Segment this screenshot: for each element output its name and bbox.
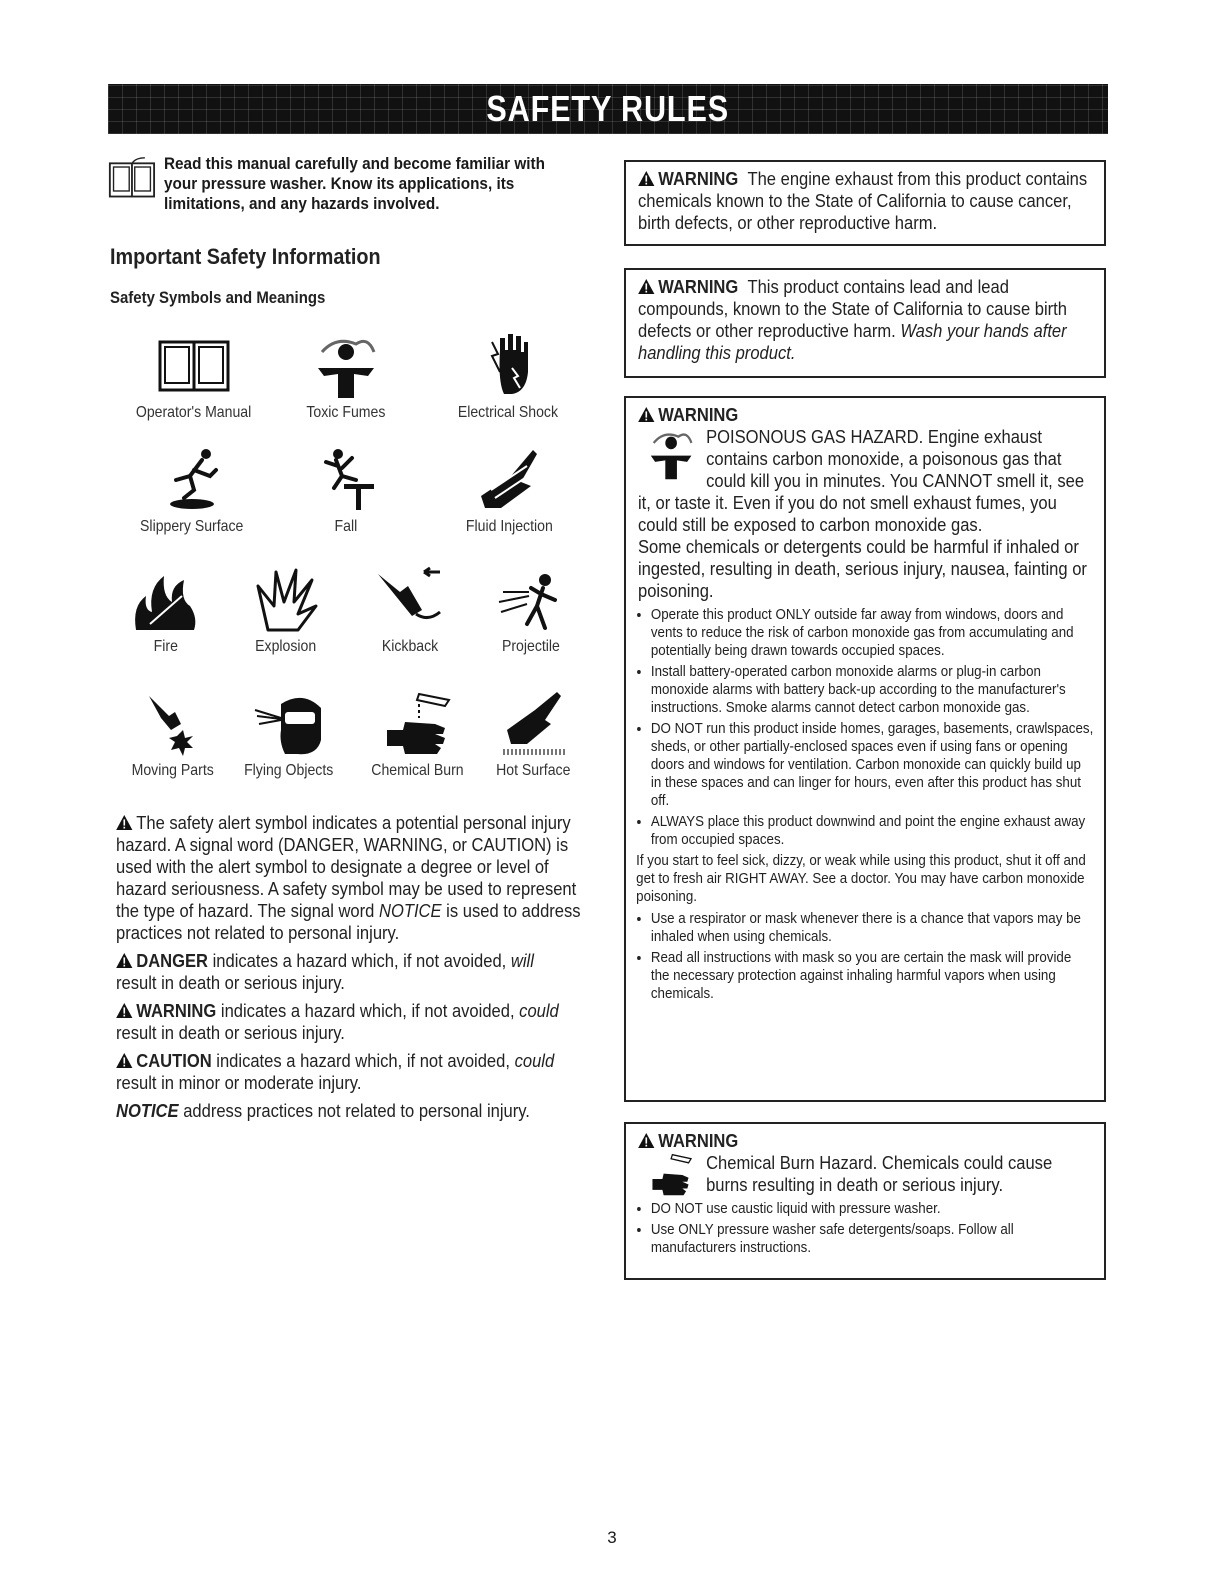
alert-triangle-icon (638, 407, 655, 422)
list-item: • Read all instructions with mask so you are certain the mask will provide the necessary protection against inhaling harmful vapors when using chemicals. (651, 949, 1094, 1003)
hot-surface-icon (495, 690, 571, 758)
symbol-label: Fire (153, 638, 179, 655)
list-item: • DO NOT use caustic liquid with pressure washer. (651, 1200, 1094, 1218)
kickback-icon (372, 566, 448, 634)
signal-word: WARNING (658, 1131, 739, 1151)
alert-triangle-icon (116, 815, 133, 830)
danger-text-b: result in death or serious injury. (116, 973, 345, 993)
symbol-hot-surface (478, 690, 588, 780)
warning-definition (116, 1000, 585, 1044)
warning-emphasis: Wash your hands after handling this product. (638, 321, 1067, 363)
signal-word-definitions (116, 812, 592, 1128)
list-item: • Use ONLY pressure washer safe detergents/soaps. Follow all manufacturers instructions. (651, 1221, 1094, 1257)
notice-definition (116, 1100, 585, 1122)
symbol-label: Kickback (381, 638, 439, 655)
alert-symbol-paragraph (116, 812, 585, 944)
notice-word: NOTICE (378, 901, 442, 921)
list-item: • ALWAYS place this product downwind and point the engine exhaust away from occupied spaces. (651, 813, 1094, 849)
caution-text-a: indicates a hazard which, if not avoided, (216, 1051, 510, 1071)
chemical-burn-icon (379, 690, 455, 758)
warning-emphasis: could (519, 1001, 559, 1021)
symbol-operators-manual (136, 332, 252, 422)
symbol-slippery-surface (137, 446, 247, 536)
warning-box-chemical-burn (624, 1122, 1106, 1280)
caution-definition (116, 1050, 585, 1094)
symbol-kickback (360, 566, 460, 656)
co-safety-list (638, 606, 1093, 849)
signal-word: WARNING (658, 277, 739, 297)
danger-definition (116, 950, 585, 994)
caution-word: CAUTION (136, 1051, 212, 1071)
manual-book-icon (108, 154, 156, 204)
caution-text-b: result in minor or moderate injury. (116, 1073, 362, 1093)
caution-emphasis: could (514, 1051, 555, 1071)
symbol-label: Flying Objects (244, 762, 334, 779)
warning-text: This product contains lead and lead compounds, known to the State of California to cause birth defects or other reproductive harm. (638, 277, 1067, 341)
respirator-list (638, 910, 1093, 1003)
flying-objects-icon (251, 690, 327, 758)
warning-text-a: indicates a hazard which, if not avoided, (220, 1001, 515, 1021)
moving-parts-icon (135, 690, 211, 758)
chemical-paragraph: Some chemicals or detergents could be harmful if inhaled or ingested, resulting in death, serious injury, nausea, fainting or poisoning. (638, 537, 1087, 601)
warning-box-lead (624, 268, 1106, 378)
symbol-label: Fluid Injection (465, 518, 553, 535)
alert-triangle-icon (116, 953, 133, 968)
list-item: • Use a respirator or mask whenever there is a chance that vapors may be inhaled when using chemicals. (651, 910, 1094, 946)
projectile-icon (493, 566, 569, 634)
toxic-fumes-icon (644, 426, 699, 482)
notice-word-bold: NOTICE (116, 1101, 179, 1121)
subsection-title: Safety Symbols and Meanings (110, 288, 326, 307)
alert-triangle-icon (638, 171, 655, 186)
symbol-flying-objects (234, 690, 344, 780)
intro-block (108, 154, 588, 214)
symbol-label: Toxic Fumes (306, 404, 386, 421)
chemical-burn-icon (644, 1152, 699, 1198)
symbol-label: Projectile (502, 638, 560, 655)
signal-word: WARNING (658, 405, 739, 425)
danger-word: DANGER (136, 951, 209, 971)
electrical-shock-icon (470, 332, 546, 400)
alert-text: The safety alert symbol indicates a potential personal injury hazard. A signal word (DANGER, WARNING, or CAUTION) is used with the alert symbol to designate a degree or level of hazard seriousness. A safety symbol may be used to represent the type of hazard. The signal word (116, 813, 577, 921)
chemical-burn-list (638, 1200, 1093, 1257)
symbol-label: Moving Parts (131, 762, 215, 779)
slippery-surface-icon (154, 446, 230, 514)
warning-text: The engine exhaust from this product contains chemicals known to the State of California to cause cancer, birth defects, or other reproductive harm. (638, 169, 1088, 233)
list-item: • Install battery-operated carbon monoxide alarms or plug-in carbon monoxide alarms with battery back-up according to the manufacturer's instructions. Smoke alarms cannot detect carbon monoxide gas. (651, 663, 1094, 717)
title-banner (108, 84, 1108, 134)
symbol-label: Hot Surface (495, 762, 571, 779)
chemical-burn-heading: Chemical Burn Hazard. Chemicals could cause burns resulting in death or serious injury. (706, 1153, 1053, 1195)
warning-text-b: result in death or serious injury. (116, 1023, 345, 1043)
list-item: • DO NOT run this product inside homes, garages, basements, crawlspaces, sheds, or other partially-enclosed spaces even if using fans or opening doors and windows for ventilation. Carbon monoxide can quickly build up in these spaces and can linger for hours, even after this product has shut off. (651, 720, 1094, 810)
symbol-chemical-burn (362, 690, 472, 780)
alert-triangle-icon (116, 1053, 133, 1068)
symbol-fire (116, 566, 216, 656)
alert-triangle-icon (638, 279, 655, 294)
fire-icon (128, 566, 204, 634)
symbol-label: Fall (334, 518, 358, 535)
symbol-label: Slippery Surface (140, 518, 244, 535)
danger-text-a: indicates a hazard which, if not avoided, (212, 951, 507, 971)
symbol-projectile (481, 566, 581, 656)
notice-def: address practices not related to personal injury. (183, 1101, 530, 1121)
fall-icon (308, 446, 384, 514)
toxic-fumes-icon (308, 332, 384, 400)
page-title: SAFETY RULES (486, 88, 730, 129)
symbol-label: Chemical Burn (370, 762, 464, 779)
symbol-label: Electrical Shock (457, 404, 559, 421)
section-title: Important Safety Information (110, 244, 381, 269)
list-item: • Operate this product ONLY outside far away from windows, doors and vents to reduce the risk of carbon monoxide gas from accumulating and potentially being drawn towards occupied spaces. (651, 606, 1094, 660)
notice-text: is used to address practices not related to personal injury. (116, 901, 581, 943)
warning-box-poisonous-gas (624, 396, 1106, 1102)
danger-emphasis: will (510, 951, 534, 971)
explosion-icon (248, 566, 324, 634)
intro-text: Read this manual carefully and become familiar with your pressure washer. Know its applications, its limitations, and any hazards involved. (163, 154, 545, 213)
warning-box-california-cancer (624, 160, 1106, 246)
operators-manual-icon (156, 332, 232, 400)
alert-triangle-icon (638, 1133, 655, 1148)
symbol-label: Operator's Manual (136, 404, 252, 421)
symbol-explosion (236, 566, 336, 656)
symbol-fall (296, 446, 396, 536)
poison-gas-heading: POISONOUS GAS HAZARD. Engine exhaust contains carbon monoxide, a poisonous gas that could kill you in minutes. You CANNOT smell it, see it, or taste it. Even if you do not smell exhaust fumes, you could still be exposed to carbon monoxide gas. (638, 427, 1085, 535)
symbol-moving-parts (118, 690, 228, 780)
warning-word: WARNING (136, 1001, 217, 1021)
signal-word: WARNING (658, 169, 739, 189)
fluid-injection-icon (471, 446, 547, 514)
symbol-toxic-fumes (296, 332, 396, 422)
symbol-label: Explosion (255, 638, 317, 655)
symbol-fluid-injection (454, 446, 564, 536)
page-number: 3 (607, 1528, 617, 1547)
alert-triangle-icon (116, 1003, 133, 1018)
co-poisoning-note: If you start to feel sick, dizzy, or weak while using this product, shut it off and get to fresh air RIGHT AWAY. See a doctor. You may have carbon monoxide poisoning. (636, 853, 1086, 905)
symbol-electrical-shock (458, 332, 558, 422)
